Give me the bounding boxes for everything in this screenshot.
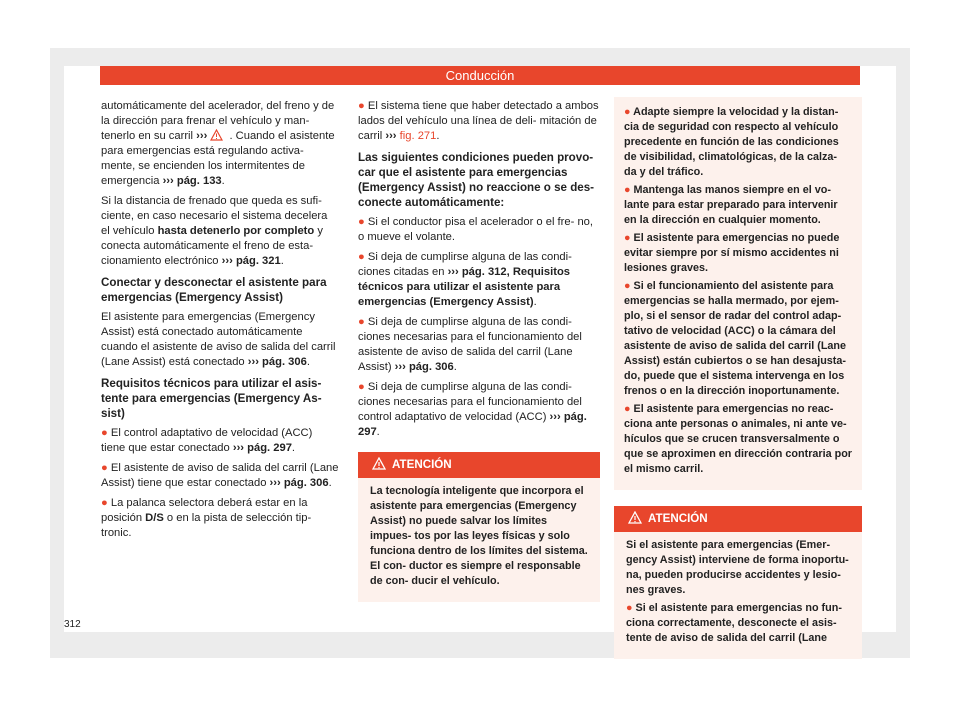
bullet-dot: ● xyxy=(358,381,365,393)
list-item: ● El asistente para emergencias no reac- ciona ante personas o animales, ni ante ve- hículos que se crucen transversalmente o que se aproximen en dirección contraria por el mismo carril. xyxy=(624,403,852,475)
bullet-dot: ● xyxy=(101,497,108,509)
bullet-dot: ● xyxy=(624,184,631,196)
bullet-dot: ● xyxy=(358,100,365,112)
list-item: ● Si el asistente para emergencias no fun- ciona correctamente, desconecte el asis- tente de aviso de salida del carril (Lane xyxy=(626,602,842,644)
warning-triangle-icon xyxy=(372,457,386,470)
column-2 xyxy=(358,99,600,602)
warning-title: ATENCIÓN xyxy=(358,452,600,478)
paragraph: automáticamente del acelerador, del freno y de la dirección para frenar el vehículo y man- tenerlo en su carril ››› . Cuando el asistente para emergencias está regulando activa- mente, se encienden los intermitentes de emergencia ››› pág. 133. xyxy=(101,100,335,187)
ref-arrows[interactable]: ››› xyxy=(196,130,208,142)
list-item: ● Si deja de cumplirse alguna de las condi- ciones citadas en ››› pág. 312, Requisitos técnicos para utilizar el asistente para emergencias (Emergency Assist). xyxy=(358,251,572,308)
caution-list-box xyxy=(614,97,862,490)
section-heading: Conectar y desconectar el asistente para emergencias (Emergency Assist) xyxy=(101,276,327,304)
page-link[interactable]: ››› pág. 297 xyxy=(232,442,292,454)
warning-box xyxy=(614,506,862,659)
section-heading: Requisitos técnicos para utilizar el asis- tente para emergencias (Emergency As- sist) xyxy=(101,377,322,420)
warning-text: Si el asistente para emergencias (Emer- gency Assist) interviene de forma inoportu- na, pueden producirse accidentes y lesio- nes graves. xyxy=(626,539,849,596)
ref-arrows[interactable]: ››› xyxy=(385,130,397,142)
bullet-dot: ● xyxy=(624,106,631,118)
bullet-dot: ● xyxy=(358,316,365,328)
warning-triangle-icon xyxy=(210,129,223,141)
paragraph: El asistente para emergencias (Emergency Assist) está conectado automáticamente cuando el asistente de aviso de salida del carril (Lane Assist) está conectado ››› pág. 306. xyxy=(101,311,336,368)
bullet-dot: ● xyxy=(626,602,633,614)
bullet-dot: ● xyxy=(624,403,631,415)
paragraph: Si la distancia de frenado que queda es sufi- ciente, en caso necesario el sistema decelera el vehículo hasta detenerlo por completo y conecta automáticamente el freno de esta- cionamiento electrónico ››› pág. 321. xyxy=(101,195,328,267)
list-item: ● Si deja de cumplirse alguna de las condi- ciones necesarias para el funcionamiento del control adaptativo de velocidad (ACC) ››› pág. 297. xyxy=(358,381,587,438)
list-item: ● Mantenga las manos siempre en el vo- lante para estar preparado para intervenir en la dirección en cualquier momento. xyxy=(624,184,838,226)
page-link[interactable]: ››› pág. 306 xyxy=(269,477,329,489)
page-link[interactable]: ››› pág. 133 xyxy=(162,175,222,187)
page-link[interactable]: ››› pág. 321 xyxy=(221,255,281,267)
list-item: ● El control adaptativo de velocidad (ACC) tiene que estar conectado ››› pág. 297. xyxy=(101,427,313,454)
page-number: 312 xyxy=(64,619,81,630)
column-3 xyxy=(614,97,862,659)
column-1 xyxy=(101,99,339,546)
list-item: ● Adapte siempre la velocidad y la distan- cia de seguridad con respecto al vehículo precedente en función de las condiciones de visibilidad, climatológicas, de la calza- da y del tráfico. xyxy=(624,106,839,178)
warning-box xyxy=(358,452,600,602)
page-link[interactable]: ››› pág. 297 xyxy=(358,411,587,438)
list-item: ● Si deja de cumplirse alguna de las condi- ciones necesarias para el funcionamiento del asistente de aviso de salida del carril (Lane Assist) ››› pág. 306. xyxy=(358,316,582,373)
page-link[interactable]: ››› pág. 312, Requisitos técnicos para utilizar el asistente para emergencias (Emergency Assist) xyxy=(358,266,571,308)
warning-title: ATENCIÓN xyxy=(614,506,862,532)
bullet-dot: ● xyxy=(101,462,108,474)
list-item: ● La palanca selectora deberá estar en la posición D/S o en la pista de selección tip- tronic. xyxy=(101,497,312,539)
list-item: ● El asistente de aviso de salida del carril (Lane Assist) tiene que estar conectado ››› pág. 306. xyxy=(101,462,339,489)
bullet-dot: ● xyxy=(358,216,365,228)
bullet-dot: ● xyxy=(358,251,365,263)
page-link[interactable]: ››› pág. 306 xyxy=(394,361,454,373)
page-link[interactable]: ››› pág. 306 xyxy=(247,356,307,368)
list-item: ● Si el conductor pisa el acelerador o el fre- no, o mueve el volante. xyxy=(358,216,593,243)
section-heading: Las siguientes condiciones pueden provo- car que el asistente para emergencias (Emergency Assist) no reaccione o se des- conecte automáticamente: xyxy=(358,151,595,209)
list-item: ● El asistente para emergencias no puede evitar siempre por sí mismo accidentes ni lesiones graves. xyxy=(624,232,840,274)
list-item: ● El sistema tiene que haber detectado a ambos lados del vehículo una línea de deli- mitación de carril ››› fig. 271. xyxy=(358,100,599,142)
bullet-dot: ● xyxy=(624,232,631,244)
bullet-dot: ● xyxy=(101,427,108,439)
warning-text: La tecnología inteligente que incorpora el asistente para emergencias (Emergency Assist) no puede salvar los límites impues- tos por las leyes físicas y solo funciona dentro de los límites del sistema. El con- ductor es siempre el responsable de con- ducir el vehículo. xyxy=(370,485,588,587)
list-item: ● Si el funcionamiento del asistente para emergencias se halla mermado, por ejem- plo, si el sensor de radar del control adap- tativo de velocidad (ACC) o la cámara del asistente de aviso de salida del carril (Lane Assist) están cubiertos o se han desajusta- do, puede que el sistema intervenga en los frenos o en la dirección inoportunamente. xyxy=(624,280,847,397)
figure-link[interactable]: fig. 271 xyxy=(399,130,437,142)
chapter-header: Conducción xyxy=(100,66,860,85)
bullet-dot: ● xyxy=(624,280,631,292)
warning-triangle-icon xyxy=(628,511,642,524)
